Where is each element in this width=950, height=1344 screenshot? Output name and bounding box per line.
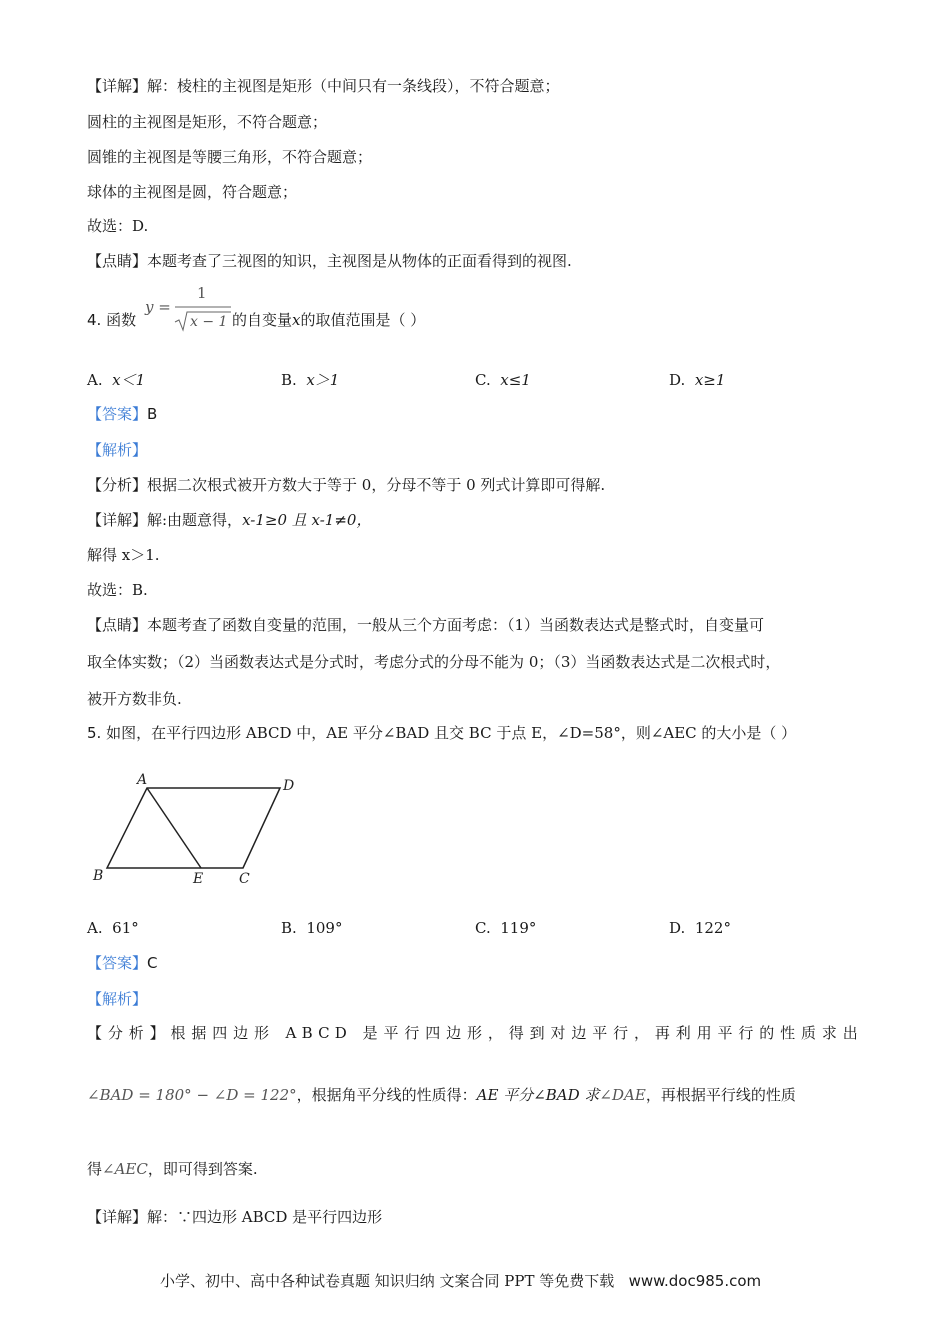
math-bad-equation: ∠BAD = 180° − ∠D = 122°	[87, 1086, 297, 1104]
q5-analysis-tag: 【解析】	[87, 990, 148, 1008]
text-segment: 得	[87, 1160, 103, 1178]
q4-solve: 解得 x＞1.	[87, 546, 160, 564]
option-text: 122°	[694, 919, 731, 937]
q4-numerator: 1	[197, 284, 207, 302]
q4-analysis-tag: 【解析】	[87, 441, 148, 459]
text-segment: ，即可得到答案.	[147, 1160, 258, 1178]
q4-fenxi: 【分析】根据二次根式被开方数大于等于 0，分母不等于 0 列式计算即可得解.	[87, 476, 606, 494]
option-text: 119°	[500, 919, 537, 937]
q3-choose: 故选：D.	[87, 217, 149, 235]
label-b: B	[93, 868, 104, 884]
q4-option-a	[87, 370, 145, 390]
q3-detail-line-2: 圆柱的主视图是矩形，不符合题意；	[87, 113, 328, 131]
q5-stem	[87, 723, 796, 743]
q4-prefix: 函数	[106, 311, 137, 329]
option-label: D.	[669, 371, 686, 389]
q4-detail	[87, 510, 371, 530]
q4-number: 4.	[87, 311, 102, 329]
q5-option-d	[669, 918, 731, 938]
option-text: x＞1	[306, 371, 340, 389]
q4-suffix-a: 的自变量	[232, 311, 293, 329]
q4-formula	[145, 284, 235, 336]
q4-option-c	[475, 370, 531, 390]
text-segment: AE 平分∠BAD 求	[476, 1086, 600, 1104]
q5-fenxi-line-2	[87, 1085, 796, 1105]
q5-option-c	[475, 918, 536, 938]
q5-option-a	[87, 918, 139, 938]
footer-url[interactable]: www.doc985.com	[628, 1272, 762, 1290]
detail-math: x-1≥0 且 x-1≠0，	[242, 511, 372, 529]
answer-value: C	[147, 954, 158, 972]
label-d: D	[283, 778, 295, 794]
q4-choose: 故选：B.	[87, 581, 148, 599]
option-text: x≤1	[500, 371, 531, 389]
option-label: B.	[281, 371, 297, 389]
q4-var: x	[292, 311, 301, 329]
label-a: A	[137, 772, 148, 788]
q4-radicand: x − 1	[190, 314, 228, 330]
math-aec: ∠AEC	[102, 1160, 148, 1178]
detail-prefix: 【详解】解:由题意得，	[87, 511, 243, 529]
answer-tag: 【答案】	[87, 405, 148, 423]
q5-fenxi-line-3	[87, 1159, 258, 1179]
q5-detail: 【详解】解：∵四边形 ABCD 是平行四边形	[87, 1208, 383, 1226]
option-label: D.	[669, 919, 686, 937]
q4-suffix-b: 的取值范围是（ ）	[300, 311, 426, 329]
q3-detail-line-1: 【详解】解：棱柱的主视图是矩形（中间只有一条线段），不符合题意；	[87, 77, 560, 95]
q5-stem-text: 如图，在平行四边形 ABCD 中，AE 平分∠BAD 且交 BC 于点 E，∠D=58°，则∠AEC 的大小是（ ）	[106, 724, 797, 742]
answer-tag: 【答案】	[87, 954, 148, 972]
q3-detail-line-4: 球体的主视图是圆，符合题意；	[87, 183, 298, 201]
q4-option-b	[281, 370, 339, 390]
option-label: C.	[475, 371, 491, 389]
footer-text: 小学、初中、高中各种试卷真题 知识归纳 文案合同 PPT 等免费下载	[160, 1272, 615, 1290]
q5-answer	[87, 953, 158, 973]
math-dae: ∠DAE	[599, 1086, 646, 1104]
q4-stem	[87, 310, 136, 330]
option-label: C.	[475, 919, 491, 937]
q4-y-equals: y =	[145, 298, 171, 316]
parallelogram-figure	[85, 770, 310, 890]
option-text: x≥1	[694, 371, 726, 389]
q5-fenxi-line-1: 【分析】根据四边形 ABCD 是平行四边形，得到对边平行，再利用平行的性质求出	[87, 1024, 863, 1042]
option-text: x＜1	[112, 371, 146, 389]
q5-option-b	[281, 918, 342, 938]
q4-answer	[87, 404, 157, 424]
q4-option-d	[669, 370, 725, 390]
answer-value: B	[147, 405, 158, 423]
q3-detail-line-3: 圆锥的主视图是等腰三角形，不符合题意；	[87, 148, 373, 166]
q4-dianjing-line-2: 取全体实数；（2）当函数表达式是分式时，考虑分式的分母不能为 0；（3）当函数表达式是二次根式时，	[87, 653, 781, 671]
option-text: 61°	[112, 919, 139, 937]
label-e: E	[193, 871, 204, 887]
option-label: A.	[87, 919, 103, 937]
text-segment: ，再根据平行线的性质	[645, 1086, 796, 1104]
text-segment: ，根据角平分线的性质得：	[296, 1086, 477, 1104]
label-c: C	[239, 871, 250, 887]
q4-dianjing-line-3: 被开方数非负.	[87, 690, 182, 708]
option-label: A.	[87, 371, 103, 389]
q5-number: 5.	[87, 724, 102, 742]
q4-dianjing-line-1: 【点睛】本题考查了函数自变量的范围，一般从三个方面考虑：（1）当函数表达式是整式时，自变量可	[87, 616, 765, 634]
segment-ae	[147, 788, 201, 868]
option-label: B.	[281, 919, 297, 937]
q4-stem-suffix	[232, 310, 425, 330]
page-footer	[160, 1270, 761, 1291]
q3-dianjing: 【点睛】本题考查了三视图的知识，主视图是从物体的正面看得到的视图.	[87, 252, 572, 270]
option-text: 109°	[306, 919, 343, 937]
